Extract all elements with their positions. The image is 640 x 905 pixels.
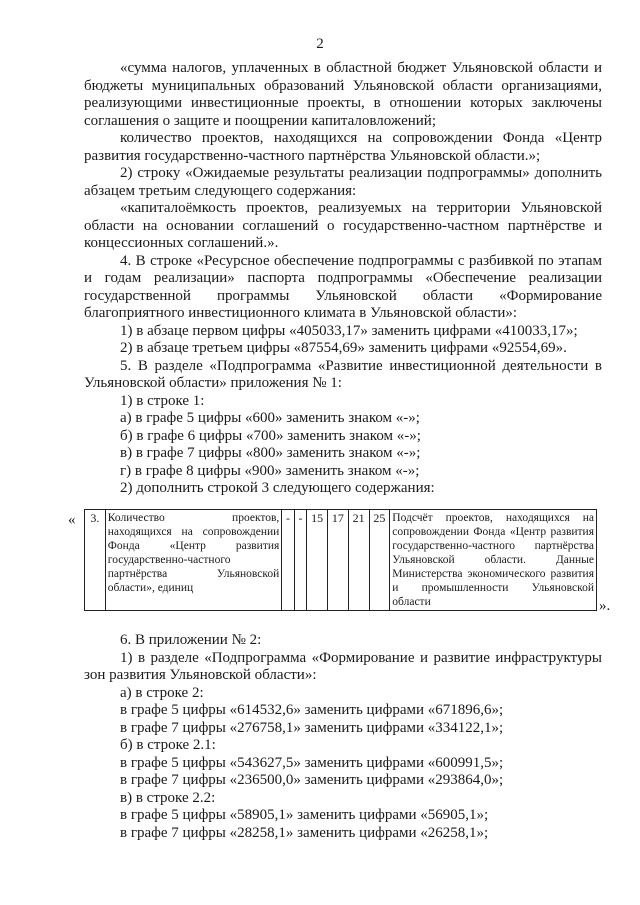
paragraph: количество проектов, находящихся на сопровождении Фонда «Центр развития государственно-частного партнёрства Ульяновской области.»; (84, 130, 602, 164)
column-6-value: 17 (327, 510, 348, 611)
paragraph: в графе 5 цифры «614532,6» заменить цифрами «671896,6»; (120, 702, 504, 718)
paragraph: 2) в абзаце третьем цифры «87554,69» заменить цифрами «92554,69». (120, 340, 567, 356)
table-open-quote: « (68, 512, 76, 528)
paragraph: в графе 7 цифры «28258,1» заменить цифрами «26258,1»; (120, 824, 489, 841)
column-7-value: 21 (348, 510, 369, 611)
paragraph: 2) строку «Ожидаемые результаты реализации подпрограммы» дополнить абзацем третьим следующего содержания: (84, 165, 602, 199)
paragraph: в графе 5 цифры «543627,5» заменить цифрами «600991,5»; (120, 754, 504, 771)
calculation-method: Подсчёт проектов, находящихся на сопровождении Фонда «Центр развития государственно-частного партнёрства Ульяновской области. Данные Министерства экономического развития и промышленности Ульяновской области (390, 510, 597, 611)
paragraph: «сумма налогов, уплаченных в областной бюджет Ульяновской области и бюджеты муниципальных образований Ульяновской области организациями, реализующими инвестиционные проекты, в отношении которых заключены соглашения о защите и поощрении капиталовложений; (84, 60, 602, 129)
paragraph: г) в графе 8 цифры «900» заменить знаком «-»; (120, 462, 420, 479)
paragraph: «капиталоёмкость проектов, реализуемых на территории Ульяновской области на основании соглашений о государственно-частном партнёрстве и концессионных соглашений.». (84, 200, 602, 251)
paragraph: в графе 7 цифры «236500,0» заменить цифрами «293864,0»; (120, 772, 504, 788)
column-3-value: - (282, 510, 294, 611)
paragraph: 6. В приложении № 2: (120, 632, 262, 648)
row-number: 3. (85, 510, 106, 611)
paragraph: 1) в строке 1: (120, 392, 205, 409)
table-row (85, 510, 597, 611)
column-4-value: - (294, 510, 306, 611)
paragraph: 5. В разделе «Подпрограмма «Развитие инвестиционной деятельности в Ульяновской области» приложения № 1: (84, 357, 602, 391)
column-8-value: 25 (369, 510, 390, 611)
paragraph: б) в строке 2.1: (120, 737, 216, 753)
page-number: 2 (316, 36, 324, 52)
paragraph: 1) в абзаце первом цифры «405033,17» заменить цифрами «410033,17»; (120, 322, 578, 339)
paragraph: б) в графе 6 цифры «700» заменить знаком «-»; (120, 427, 421, 444)
body-text-top (84, 60, 602, 498)
paragraph: 2) дополнить строкой 3 следующего содержания: (120, 480, 435, 496)
paragraph: а) в графе 5 цифры «600» заменить знаком «-»; (120, 410, 420, 426)
paragraph: а) в строке 2: (120, 684, 204, 701)
inserted-table (84, 509, 597, 611)
table-close-quote: ». (599, 598, 611, 614)
body-text-bottom (84, 632, 602, 842)
paragraph: в графе 5 цифры «58905,1» заменить цифрами «56905,1»; (120, 807, 489, 823)
indicator-name: Количество проектов, находящихся на сопровождении Фонда «Центр развития государственно-частного партнёрства Ульяновской области», единиц (105, 510, 282, 611)
column-5-value: 15 (307, 510, 328, 611)
paragraph: 4. В строке «Ресурсное обеспечение подпрограммы с разбивкой по этапам и годам реализации» паспорта подпрограммы «Обеспечение реализации государственной программы Ульяновской области «Формирование благоприятного инвестиционного климата в Ульяновской области»: (84, 252, 602, 321)
paragraph: в) в графе 7 цифры «800» заменить знаком «-»; (120, 445, 421, 461)
paragraph: в) в строке 2.2: (120, 789, 216, 806)
paragraph: в графе 7 цифры «276758,1» заменить цифрами «334122,1»; (120, 719, 504, 736)
paragraph: 1) в разделе «Подпрограмма «Формирование и развитие инфраструктуры зон развития Ульяновской области»: (84, 649, 602, 683)
